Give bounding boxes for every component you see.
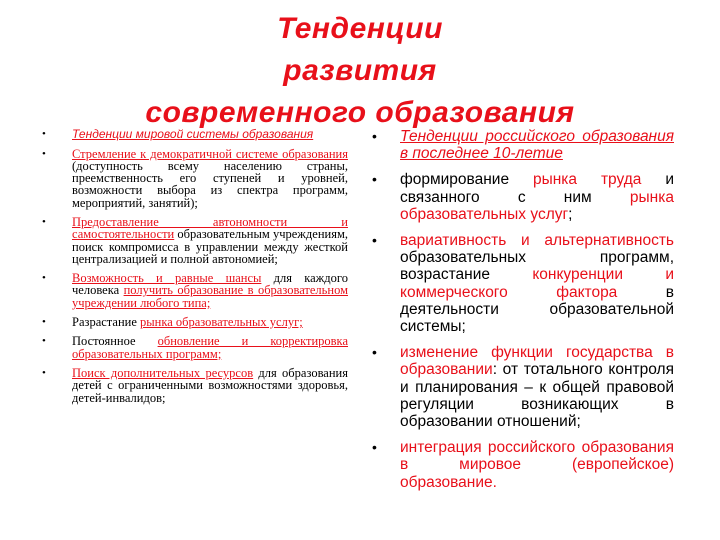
bullet-icon: •: [42, 147, 46, 160]
bullet-icon: •: [42, 272, 46, 285]
list-item: [370, 171, 674, 223]
list-item: [370, 344, 674, 430]
bullet-icon: •: [372, 232, 377, 249]
list-item: [42, 148, 348, 209]
item-text: образовательных программ, возрастание: [400, 249, 674, 284]
title-line-1: Тенденции: [277, 12, 443, 45]
item-text: для каждого человека: [72, 271, 348, 298]
slide-title: [0, 8, 720, 134]
bullet-icon: •: [42, 316, 46, 329]
item-text: формирование: [400, 171, 533, 189]
world-trends-list: [42, 128, 348, 404]
item-text: Постоянное: [72, 334, 158, 349]
item-text: Тенденции мировой системы образования: [72, 127, 314, 141]
bullet-icon: •: [372, 439, 377, 456]
item-text: интеграция российского образования в мировое (европейское) образование.: [400, 439, 674, 491]
bullet-icon: •: [372, 128, 377, 144]
item-text: для образования детей с ограниченными возможностями здоровья, детей-инвалидов;: [72, 365, 348, 405]
item-text: обновление и корректировка образовательных программ;: [72, 334, 348, 361]
item-text: изменение функции государства в образовании: [400, 344, 674, 379]
world-trends-column: [42, 128, 348, 411]
item-text: образовательным учреждениям, поиск компромисса в управлении между жесткой централизацией и полной автономией;: [72, 227, 348, 266]
list-item: [42, 335, 348, 360]
list-item: [370, 232, 674, 335]
list-item: [42, 272, 348, 309]
russian-trends-column: [370, 128, 674, 500]
item-text: Возможность и равные шансы: [72, 271, 262, 286]
bullet-icon: •: [372, 171, 377, 188]
title-line-3: современного образования: [145, 96, 575, 129]
russian-trends-list: [370, 128, 674, 491]
item-text: рынка образовательных услуг;: [140, 315, 303, 330]
list-item: [370, 439, 674, 491]
list-item: [42, 216, 348, 265]
list-item: [42, 316, 348, 328]
item-text: вариативность и альтернативность: [400, 232, 674, 250]
item-text: Разрастание: [72, 315, 140, 330]
item-text: рынка образовательных услуг: [400, 188, 674, 223]
bullet-icon: •: [42, 128, 46, 140]
bullet-icon: •: [372, 344, 377, 361]
bullet-icon: •: [42, 366, 46, 379]
item-text: ;: [568, 205, 573, 223]
item-text: рынка труда: [532, 171, 642, 189]
item-text: и связанного с ним: [400, 171, 674, 206]
bullet-icon: •: [42, 335, 46, 348]
item-text: в деятельности образовательной системы;: [400, 283, 674, 336]
bullet-icon: •: [42, 215, 46, 228]
item-text: получить образование в образовательном учреждении любого типа;: [72, 283, 348, 310]
title-line-2: развития: [283, 54, 437, 87]
item-text: Стремление к демократичной системе образования: [72, 146, 348, 161]
list-item: [370, 128, 674, 162]
item-text: (доступность всему населению страны, преемственность его ступеней и уровней, возможности выбора из спектра программ, мероприятий, занятий);: [72, 158, 348, 210]
item-text: конкуренции и коммерческого фактора: [400, 266, 674, 301]
item-text: Тенденции российского образования в последнее 10-летие: [400, 128, 674, 163]
item-text: Поиск дополнительных ресурсов: [72, 365, 254, 380]
item-text: Предоставление автономности и самостоятельности: [72, 214, 348, 242]
list-item: [42, 128, 348, 141]
item-text: : от тотального контроля и планирования – к общей правовой регуляции возникающих в образовании отношений;: [400, 361, 674, 431]
list-item: [42, 367, 348, 404]
